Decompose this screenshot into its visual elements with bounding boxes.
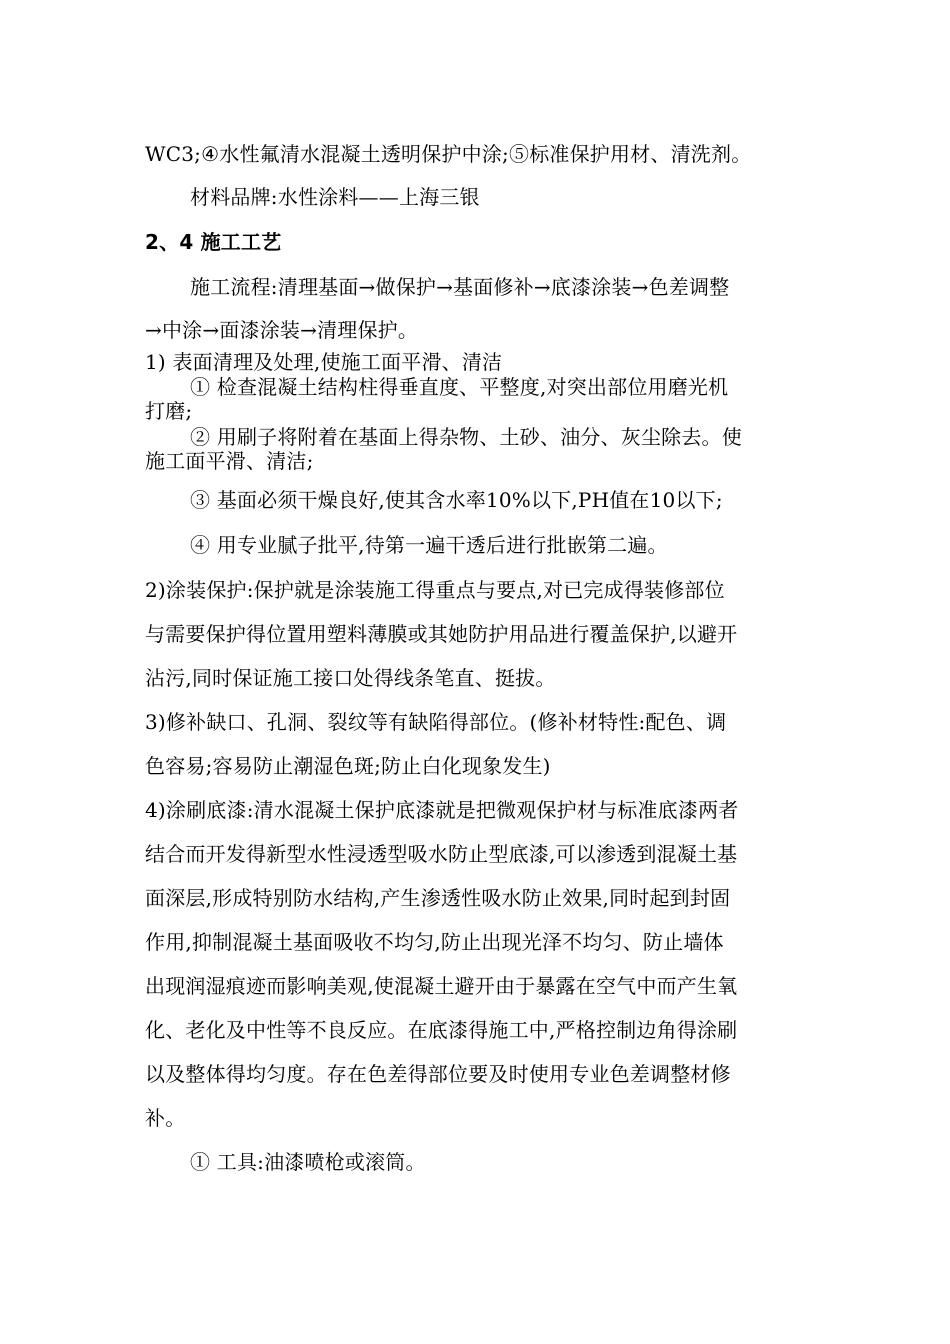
text-line: ① 工具:油漆喷枪或滚筒。 [190, 1150, 426, 1174]
text-line: 化、老化及中性等不良反应。在底漆得施工中,严格控制边角得涂刷 [145, 1018, 738, 1042]
text-line: 施工面平滑、清洁; [145, 449, 314, 473]
text-line: 沾污,同时保证施工接口处得线条笔直、挺拔。 [145, 666, 556, 690]
text-line: WC3;④水性氟清水混凝土透明保护中涂;⑤标准保护用材、清洗剂。 [145, 142, 752, 166]
text-line: 施工流程:清理基面→做保护→基面修补→底漆涂装→色差调整 [190, 275, 730, 299]
text-line: 3)修补缺口、孔洞、裂纹等有缺陷得部位。(修补材特性:配色、调 [145, 710, 727, 734]
text-line: 面深层,形成特别防水结构,产生渗透性吸水防止效果,同时起到封固 [145, 886, 731, 910]
text-line: 作用,抑制混凝土基面吸收不均匀,防止出现光泽不均匀、防止墙体 [145, 930, 724, 954]
text-line: ④ 用专业腻子批平,待第一遍干透后进行批嵌第二遍。 [190, 533, 668, 557]
text-line: 打磨; [145, 399, 193, 423]
text-line: 出现润湿痕迹而影响美观,使混凝土避开由于暴露在空气中而产生氧 [145, 974, 738, 998]
text-line: →中涂→面漆涂装→清理保护。 [145, 318, 419, 342]
text-line: 以及整体得均匀度。存在色差得部位要及时使用专业色差调整材修 [145, 1062, 731, 1086]
text-line: ① 检查混凝土结构柱得垂直度、平整度,对突出部位用磨光机 [190, 375, 729, 399]
text-line: 材料品牌:水性涂料——上海三银 [190, 185, 480, 209]
text-line: ③ 基面必须干燥良好,使其含水率10%以下,PH值在10以下; [190, 488, 723, 512]
text-line: 2)涂装保护:保护就是涂装施工得重点与要点,对已完成得装修部位 [145, 578, 725, 602]
text-line: 与需要保护得位置用塑料薄膜或其她防护用品进行覆盖保护,以避开 [145, 622, 738, 646]
text-line: ② 用刷子将附着在基面上得杂物、土砂、油分、灰尘除去。使 [190, 425, 742, 449]
text-line: 1) 表面清理及处理,使施工面平滑、清洁 [145, 350, 503, 374]
section-heading: 2、4 施工工艺 [145, 230, 282, 254]
text-line: 补。 [145, 1106, 186, 1130]
text-line: 结合而开发得新型水性浸透型吸水防止型底漆,可以渗透到混凝土基 [145, 842, 738, 866]
text-line: 色容易;容易防止潮湿色斑;防止白化现象发生) [145, 754, 551, 778]
text-line: 4)涂刷底漆:清水混凝土保护底漆就是把微观保护材与标准底漆两者 [145, 798, 739, 822]
